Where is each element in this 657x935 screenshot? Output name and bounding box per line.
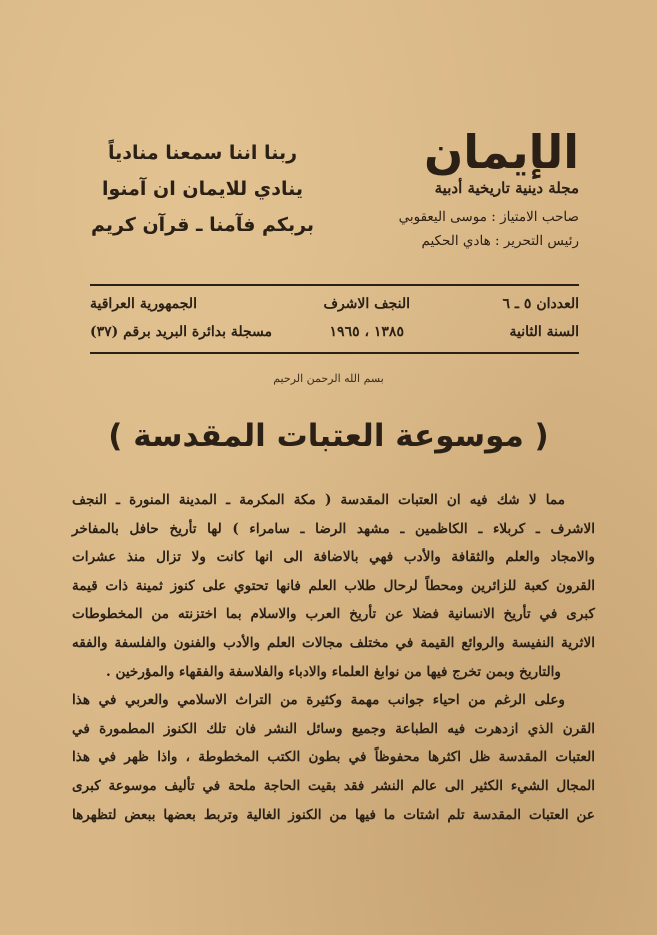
owner-line: صاحب الامتياز : موسى اليعقوبي bbox=[398, 209, 579, 225]
article-line: القرن الذي ازدهرت فيه الطباعة وجميع وسائل النشر فان تلك الكنوز المطمورة في bbox=[72, 720, 595, 737]
basmala: بسم الله الرحمن الرحيم bbox=[273, 372, 384, 385]
verse-line: بربكم فآمنا ـ قرآن كريم bbox=[90, 214, 315, 236]
issue-registration: مسجلة بدائرة البريد برقم (٣٧) bbox=[90, 324, 273, 340]
article-title: ( موسوعة العتبات المقدسة ) bbox=[108, 418, 549, 454]
issue-info bbox=[90, 290, 579, 348]
verse-line: ربنا اننا سمعنا منادياً bbox=[107, 142, 298, 164]
article-line: العتبات المقدسة ظل اكثرها محفوظاً في بطون الكتب المخطوطة ، واذا ظهر في هذا bbox=[72, 749, 595, 766]
article-line: كبرى في تأريخ الانسانية فضلا عن تأريخ العرب والاسلام بما اختزنته من المخطوطات bbox=[72, 606, 595, 623]
top-divider bbox=[90, 284, 579, 286]
masthead bbox=[90, 125, 579, 275]
article-line: الاشرف ـ كربلاء ـ الكاظمين ـ مشهد الرضا ـ سامراء ) لها تأريخ حافل بالمفاخر bbox=[72, 520, 595, 537]
article-line: عن العتبات المقدسة تلم اشتات ما فيها من الكنوز الغالية وتربط بعضها ببعض لتظهرها bbox=[72, 806, 595, 823]
magazine-subtitle: مجلة دينية تاريخية أدبية bbox=[434, 179, 579, 197]
article-line: والامجاد والعلم والثقافة والأدب فهي بالاضافة الى انها كانت ولا تزال منذ عشرات bbox=[72, 549, 595, 566]
issue-country: الجمهورية العراقية bbox=[90, 296, 197, 312]
article-line: الاثرية النفيسة والروائع القيمة في مختلف مجالات العلم والأدب والفنون والفلسفة والفقه bbox=[72, 634, 595, 651]
issue-date: ١٣٨٥ ، ١٩٦٥ bbox=[329, 324, 404, 340]
bottom-divider bbox=[90, 352, 579, 354]
article-body bbox=[72, 486, 595, 829]
editor-line: رئيس التحرير : هادي الحكيم bbox=[421, 233, 579, 249]
issue-number: العددان ٥ ـ ٦ bbox=[502, 296, 579, 312]
article-line: والتاريخ وبمن تخرج فيها من نوابغ العلماء والادباء والفلاسفة والفقهاء والمؤرخين . bbox=[106, 663, 561, 680]
article-line: المجال الشيء الكثير الى عالم النشر فقد بقيت الحاجة ملحة في تأليف موسوعة كبرى bbox=[72, 777, 595, 794]
verse-line: ينادي للايمان ان آمنوا bbox=[101, 178, 303, 200]
issue-city: النجف الاشرف bbox=[323, 296, 411, 312]
magazine-info bbox=[349, 125, 579, 253]
article-line: وعلى الرغم من احياء جوانب مهمة وكثيرة من التراث الاسلامي والعربي في هذا bbox=[72, 692, 565, 709]
magazine-title: الإيمان bbox=[424, 125, 579, 179]
article-line: القرون كعبة للزائرين ومحطاً لرحال طلاب العلم فانها تحتوي على كنوز ثمينة ذات قيمة bbox=[72, 577, 595, 594]
article-line: مما لا شك فيه ان العتبات المقدسة ( مكة المكرمة ـ المدينة المنورة ـ النجف bbox=[72, 492, 565, 508]
issue-year: السنة الثانية bbox=[509, 324, 579, 340]
quran-verse bbox=[90, 135, 315, 243]
